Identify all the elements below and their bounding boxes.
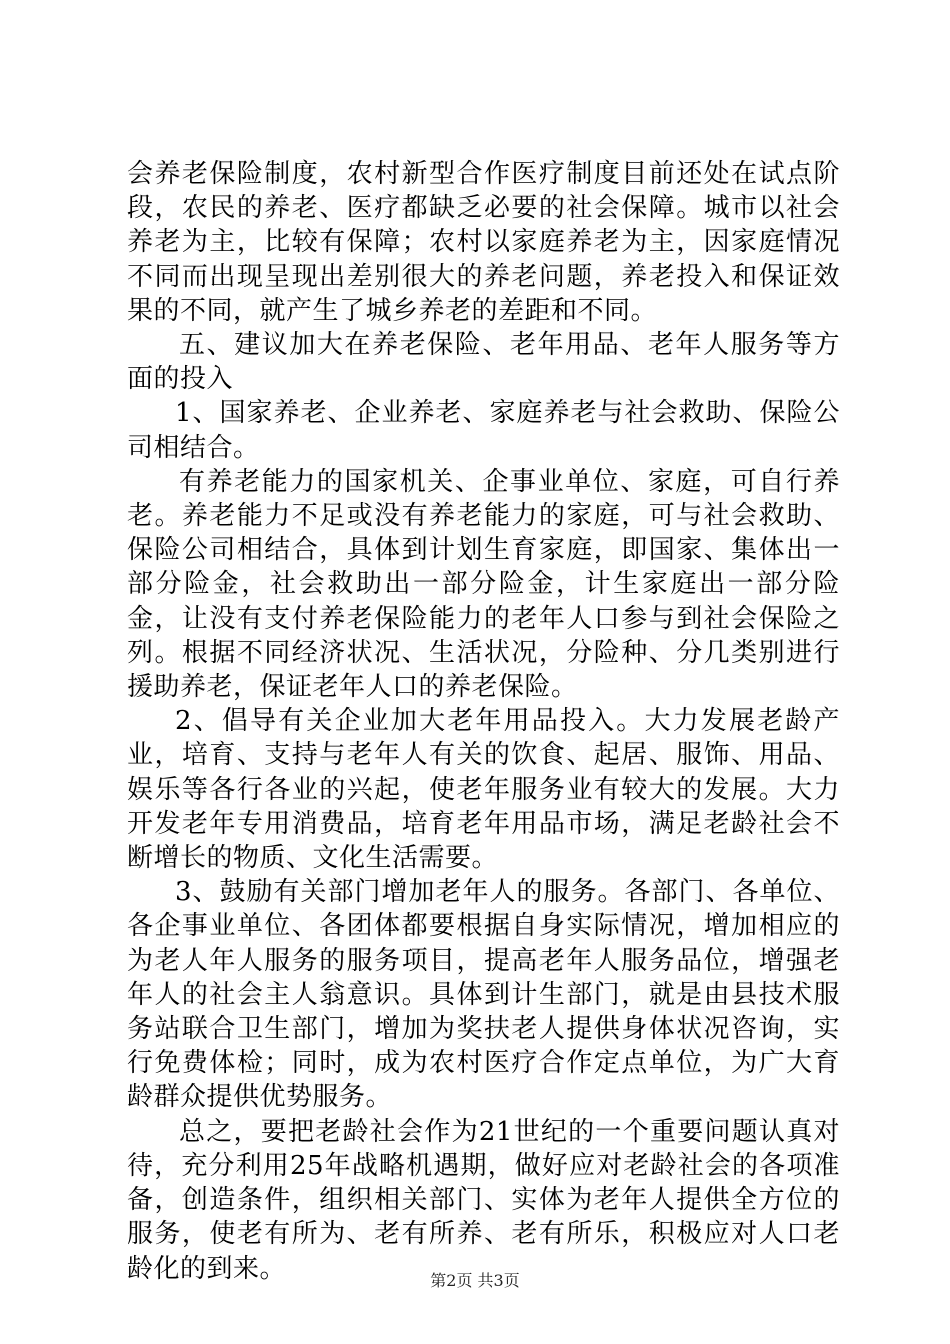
page-footer: 第2页 共3页: [430, 1271, 520, 1290]
item-two: 2、倡导有关企业加大老年用品投入。大力发展老龄产业，培育、支持与老年人有关的饮食、起居、服饰、用品、娱乐等各行各业的兴起，使老年服务业有较大的发展。大力开发老年专用消费品，培育老年用品市场，满足老龄社会不断增长的物质、文化生活需要。: [127, 706, 840, 874]
conclusion-paragraph: 总之，要把老龄社会作为21世纪的一个重要问题认真对待，充分利用25年战略机遇期，做好应对老龄社会的各项准备，创造条件，组织相关部门、实体为老年人提供全方位的服务，使老有所为、老有所养、老有所乐，积极应对人口老龄化的到来。: [127, 1116, 840, 1284]
paragraph-continuation: 会养老保险制度，农村新型合作医疗制度目前还处在试点阶段，农民的养老、医疗都缺乏必要的社会保障。城市以社会养老为主，比较有保障；农村以家庭养老为主，因家庭情况不同而出现呈现出差别很大的养老问题，养老投入和保证效果的不同，就产生了城乡养老的差距和不同。: [127, 159, 840, 326]
item-one-body: 有养老能力的国家机关、企事业单位、家庭，可自行养老。养老能力不足或没有养老能力的家庭，可与社会救助、保险公司相结合，具体到计划生育家庭，即国家、集体出一部分险金，社会救助出一部分险金，计生家庭出一部分险金，让没有支付养老保险能力的老年人口参与到社会保险之列。根据不同经济状况、生活状况，分险种、分几类别进行援助养老，保证老年人口的养老保险。: [127, 466, 840, 703]
item-three: 3、鼓励有关部门增加老年人的服务。各部门、各单位、各企事业单位、各团体都要根据自身实际情况，增加相应的为老人年人服务的服务项目，提高老年人服务品位，增强老年人的社会主人翁意识。具体到计生部门，就是由县技术服务站联合卫生部门，增加为奖扶老人提供身体状况咨询，实行免费体检；同时，成为农村医疗合作定点单位，为广大育龄群众提供优势服务。: [127, 877, 840, 1113]
section-heading-five: 五、建议加大在养老保险、老年用品、老年人服务等方面的投入: [127, 330, 840, 395]
item-one-heading: 1、国家养老、企业养老、家庭养老与社会救助、保险公司相结合。: [127, 398, 840, 463]
document-body: [127, 157, 840, 1286]
